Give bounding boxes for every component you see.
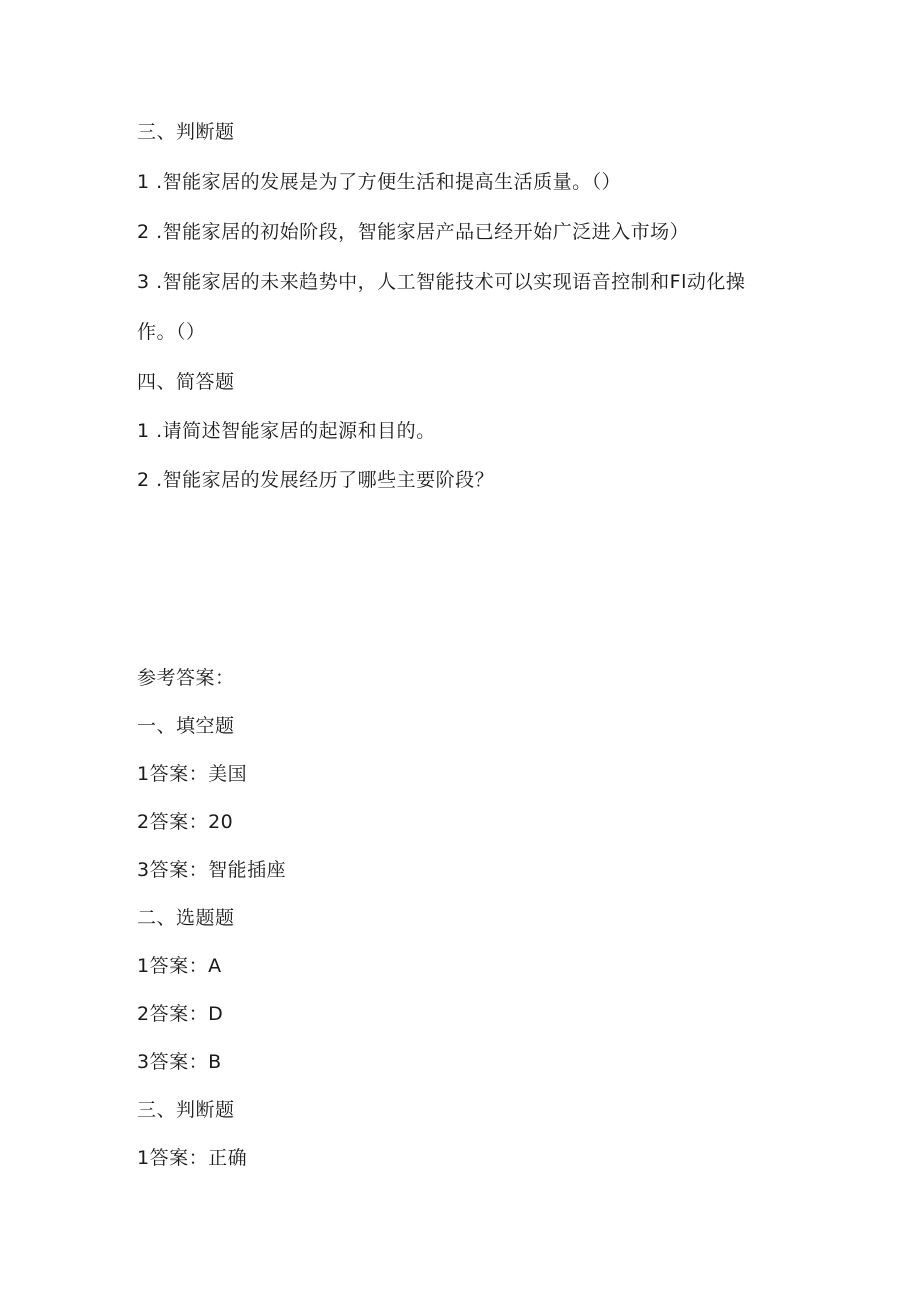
- judgment-question-3-continued: 作。（）: [137, 321, 206, 343]
- judgment-question-2: 2 .智能家居的初始阶段，智能家居产品已经开始广泛进入市场）: [137, 221, 690, 243]
- answers-title: 参考答案：: [137, 667, 235, 689]
- short-answer-section-heading: 四、简答题: [137, 371, 235, 393]
- choice-answers-heading: 二、选题题: [137, 907, 235, 929]
- choice-answer-1: 1答案：A: [137, 955, 222, 977]
- judgment-answers-heading: 三、判断题: [137, 1099, 235, 1121]
- short-answer-question-2: 2 .智能家居的发展经历了哪些主要阶段？: [137, 469, 495, 491]
- choice-answer-2: 2答案：D: [137, 1003, 224, 1025]
- fill-blank-answers-heading: 一、填空题: [137, 715, 235, 737]
- judgment-question-3: 3 .智能家居的未来趋势中，人工智能技术可以实现语音控制和Fl动化操: [137, 271, 746, 293]
- judgment-section-heading: 三、判断题: [137, 121, 235, 143]
- short-answer-question-1: 1 .请简述智能家居的起源和目的。: [137, 420, 436, 442]
- judgment-question-1: 1 .智能家居的发展是为了方便生活和提高生活质量。（）: [137, 171, 622, 193]
- choice-answer-3: 3答案：B: [137, 1051, 222, 1073]
- fill-blank-answer-1: 1答案：美国: [137, 763, 248, 785]
- judgment-answer-1: 1答案：正确: [137, 1147, 248, 1169]
- fill-blank-answer-2: 2答案：20: [137, 811, 234, 833]
- fill-blank-answer-3: 3答案：智能插座: [137, 859, 287, 881]
